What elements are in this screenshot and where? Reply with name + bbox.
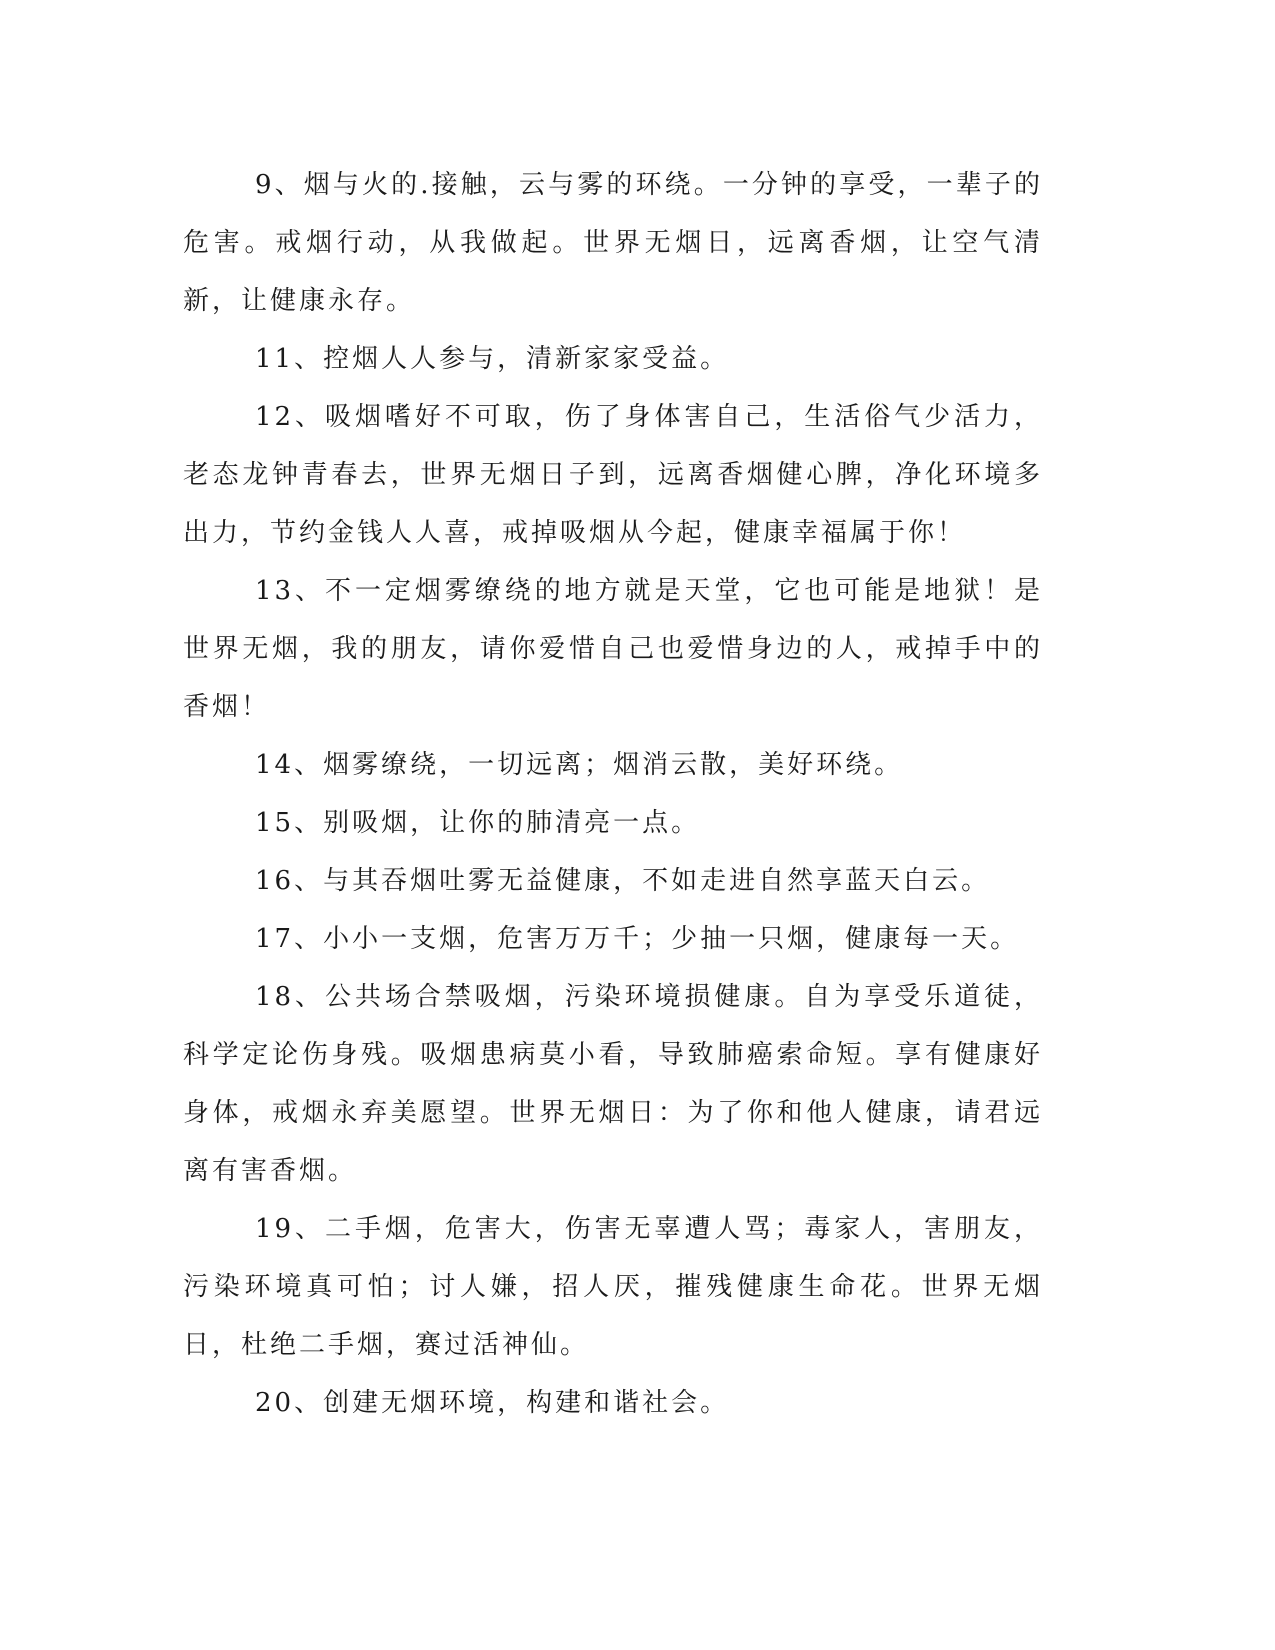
paragraph-20: 20、创建无烟环境，构建和谐社会。 bbox=[255, 1388, 730, 1418]
paragraph-16: 16、与其吞烟吐雾无益健康，不如走进自然享蓝天白云。 bbox=[255, 866, 991, 896]
paragraph-18: 18、公共场合禁吸烟，污染环境损健康。自为享受乐道徒，科学定论伤身残。吸烟患病莫小看，导致肺癌索命短。享有健康好身体，戒烟永弃美愿望。世界无烟日：为了你和他人健康，请君远离有害香烟。 bbox=[183, 982, 1043, 1186]
paragraph-15: 15、别吸烟，让你的肺清亮一点。 bbox=[255, 808, 701, 838]
paragraph-14: 14、烟雾缭绕，一切远离；烟消云散，美好环绕。 bbox=[255, 750, 904, 780]
paragraph-12: 12、吸烟嗜好不可取，伤了身体害自己，生活俗气少活力，老态龙钟青春去，世界无烟日子到，远离香烟健心脾，净化环境多出力，节约金钱人人喜，戒掉吸烟从今起，健康幸福属于你！ bbox=[183, 402, 1043, 548]
paragraph-17: 17、小小一支烟，危害万万千；少抽一只烟，健康每一天。 bbox=[255, 924, 1020, 954]
paragraph-19: 19、二手烟，危害大，伤害无辜遭人骂；毒家人，害朋友，污染环境真可怕；讨人嫌，招人厌，摧残健康生命花。世界无烟日，杜绝二手烟，赛过活神仙。 bbox=[183, 1214, 1043, 1360]
paragraph-9: 9、烟与火的.接触，云与雾的环绕。一分钟的享受，一辈子的危害。戒烟行动，从我做起。世界无烟日，远离香烟，让空气清新，让健康永存。 bbox=[183, 170, 1043, 316]
paragraph-13: 13、不一定烟雾缭绕的地方就是天堂，它也可能是地狱！是世界无烟，我的朋友，请你爱惜自己也爱惜身边的人，戒掉手中的香烟！ bbox=[183, 576, 1043, 722]
paragraph-11: 11、控烟人人参与，清新家家受益。 bbox=[255, 344, 730, 374]
document-body bbox=[183, 156, 1043, 1432]
